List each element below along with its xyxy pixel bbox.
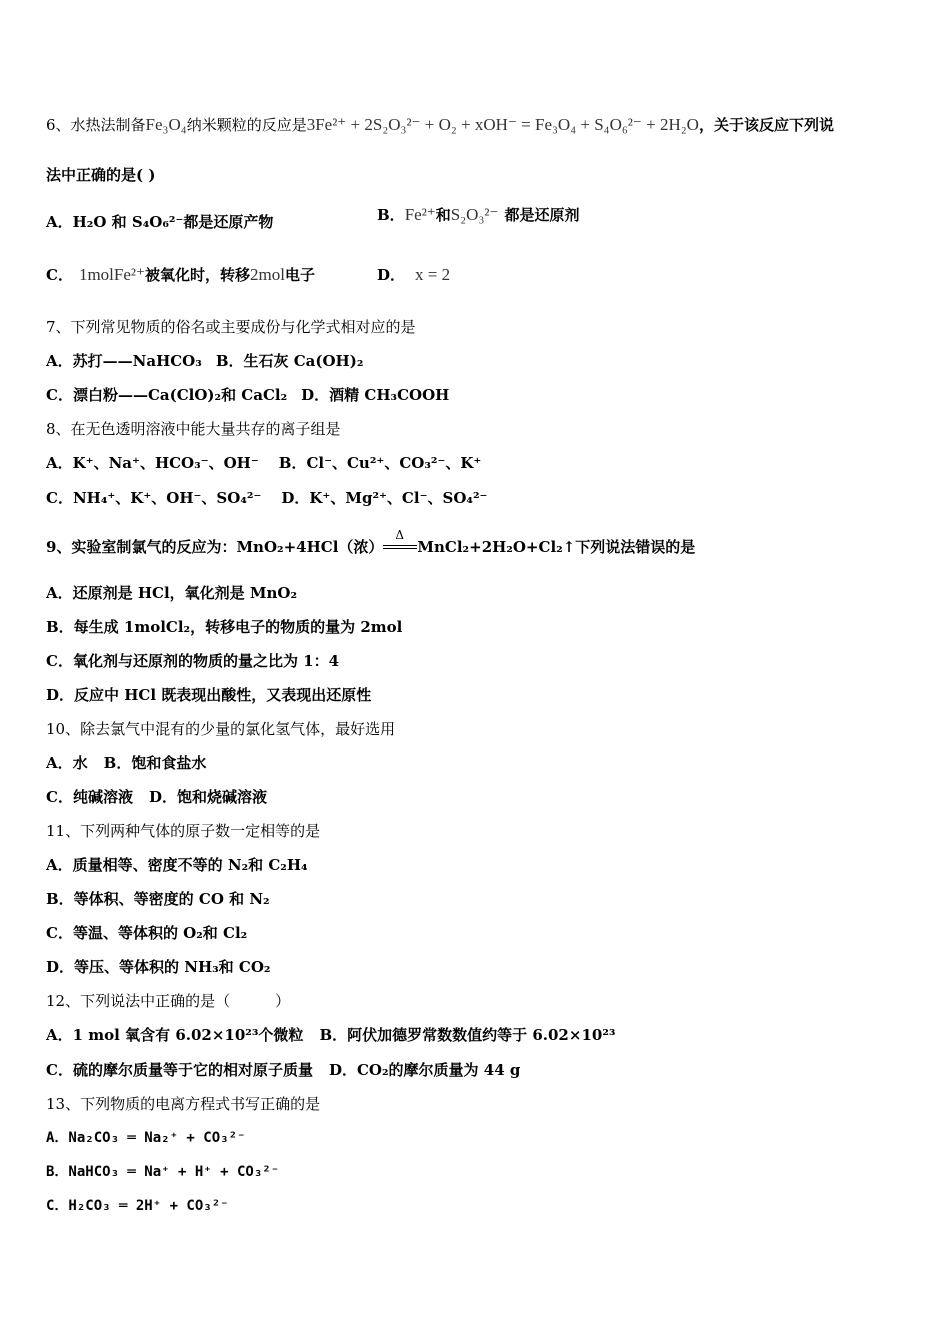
q10-option-a: A．水	[46, 754, 88, 772]
q9-option-c: C．氧化剂与还原剂的物质的量之比为 1：4	[46, 652, 340, 670]
q6-formula-fe3o4: Fe₃O₄	[145, 115, 187, 134]
q11-stem: 11、下列两种气体的原子数一定相等的是	[46, 822, 321, 840]
q7-stem: 7、下列常见物质的俗名或主要成份与化学式相对应的是	[46, 318, 416, 336]
q6-option-c-post: 电子	[284, 266, 315, 284]
q7-option-c: C．漂白粉——Ca(ClO)₂和 CaCl₂	[46, 386, 288, 404]
q6-formula-x2: x = 2	[415, 265, 451, 284]
q6-option-d	[377, 265, 450, 285]
q6-option-c-mid: 被氧化时，转移	[144, 266, 250, 284]
q11-option-b: B．等体积、等密度的 CO 和 N₂	[46, 890, 270, 908]
q6-option-c-label: C．	[46, 266, 73, 284]
q13-option-c: C．H₂CO₃ ═ 2H⁺ + CO₃²⁻	[46, 1198, 229, 1214]
q10-options-ab	[46, 753, 206, 773]
q6-formula-2mol: 2mol	[250, 265, 285, 284]
q7-options-cd	[46, 385, 449, 405]
q6-stem-line1	[46, 115, 834, 135]
q10-option-d: D．饱和烧碱溶液	[148, 788, 267, 806]
q10-option-c: C．纯碱溶液	[46, 788, 133, 806]
q12-option-a: A．1 mol 氧含有 6.02×10²³个微粒	[46, 1026, 304, 1044]
q9-option-d: D．反应中 HCl 既表现出酸性，又表现出还原性	[46, 686, 372, 704]
q6-prefix: 6、水热法制备	[46, 116, 146, 134]
q9-stem-pre: 9、实验室制氯气的反应为：MnO₂+4HCl（浓）	[46, 538, 384, 556]
q6-option-b-label: B．	[377, 206, 405, 224]
q8-options-cd	[46, 488, 487, 508]
q6-option-b-and: 和	[435, 206, 451, 224]
q6-formula-s2o3: S₂O₃²⁻	[450, 205, 499, 224]
q12-stem: 12、下列说法中正确的是（ ）	[46, 992, 291, 1010]
q9-reaction-condition	[383, 528, 417, 557]
q6-equation: 3Fe²⁺ + 2S₂O₃²⁻ + O₂ + xOH⁻ = Fe₃O₄ + S₄O₆²⁻ + 2H₂O	[306, 115, 699, 134]
q8-option-d: D．K⁺、Mg²⁺、Cl⁻、SO₄²⁻	[281, 489, 488, 507]
q6-formula-fe2: Fe²⁺	[404, 205, 436, 224]
q13-stem: 13、下列物质的电离方程式书写正确的是	[46, 1095, 321, 1113]
q9-option-b: B．每生成 1molCl₂，转移电子的物质的量为 2mol	[46, 618, 403, 636]
q12-option-d: D．CO₂的摩尔质量为 44 g	[328, 1061, 521, 1079]
q7-option-a: A．苏打——NaHCO₃	[46, 352, 202, 370]
q13-option-b: B．NaHCO₃ ═ Na⁺ + H⁺ + CO₃²⁻	[46, 1164, 280, 1180]
q12-options-ab	[46, 1025, 615, 1045]
q6-text2: ，关于该反应下列说	[698, 116, 834, 134]
q6-text1: 纳米颗粒的反应是	[186, 116, 307, 134]
q9-stem	[46, 528, 696, 557]
q12-option-b: B．阿伏加德罗常数数值约等于 6.02×10²³	[319, 1026, 616, 1044]
q11-option-d: D．等压、等体积的 NH₃和 CO₂	[46, 958, 271, 976]
q6-formula-1molfe2: 1molFe²⁺	[78, 265, 145, 284]
q12-options-cd	[46, 1060, 520, 1080]
q12-option-c: C．硫的摩尔质量等于它的相对原子质量	[46, 1061, 313, 1079]
q7-option-d: D．酒精 CH₃COOH	[301, 386, 450, 404]
q13-option-a: A．Na₂CO₃ ═ Na₂⁺ + CO₃²⁻	[46, 1130, 246, 1146]
q6-option-a: A．H₂O 和 S₄O₆²⁻都是还原产物	[46, 213, 274, 231]
q7-option-b: B．生石灰 Ca(OH)₂	[215, 352, 364, 370]
q8-option-a: A．K⁺、Na⁺、HCO₃⁻、OH⁻	[46, 454, 259, 472]
q7-options-ab	[46, 351, 363, 371]
q11-option-a: A．质量相等、密度不等的 N₂和 C₂H₄	[46, 856, 308, 874]
q6-option-b-text: 都是还原剂	[504, 206, 580, 224]
heat-symbol: Δ	[395, 528, 405, 542]
q9-option-a: A．还原剂是 HCl，氧化剂是 MnO₂	[46, 584, 298, 602]
q6-option-d-label: D．	[377, 266, 406, 284]
q10-options-cd	[46, 787, 267, 807]
q8-option-c: C．NH₄⁺、K⁺、OH⁻、SO₄²⁻	[46, 489, 262, 507]
q8-option-b: B．Cl⁻、Cu²⁺、CO₃²⁻、K⁺	[278, 454, 482, 472]
q8-stem: 8、在无色透明溶液中能大量共存的离子组是	[46, 420, 341, 438]
q6-stem-line2: 法中正确的是( )	[46, 166, 156, 184]
q10-stem: 10、除去氯气中混有的少量的氯化氢气体，最好选用	[46, 720, 396, 738]
q6-option-c	[46, 265, 315, 285]
q10-option-b: B．饱和食盐水	[103, 754, 207, 772]
q6-option-b	[377, 205, 579, 225]
q8-options-ab	[46, 453, 481, 473]
q9-stem-post: MnCl₂+2H₂O+Cl₂↑下列说法错误的是	[417, 538, 696, 556]
q11-option-c: C．等温、等体积的 O₂和 Cl₂	[46, 924, 248, 942]
